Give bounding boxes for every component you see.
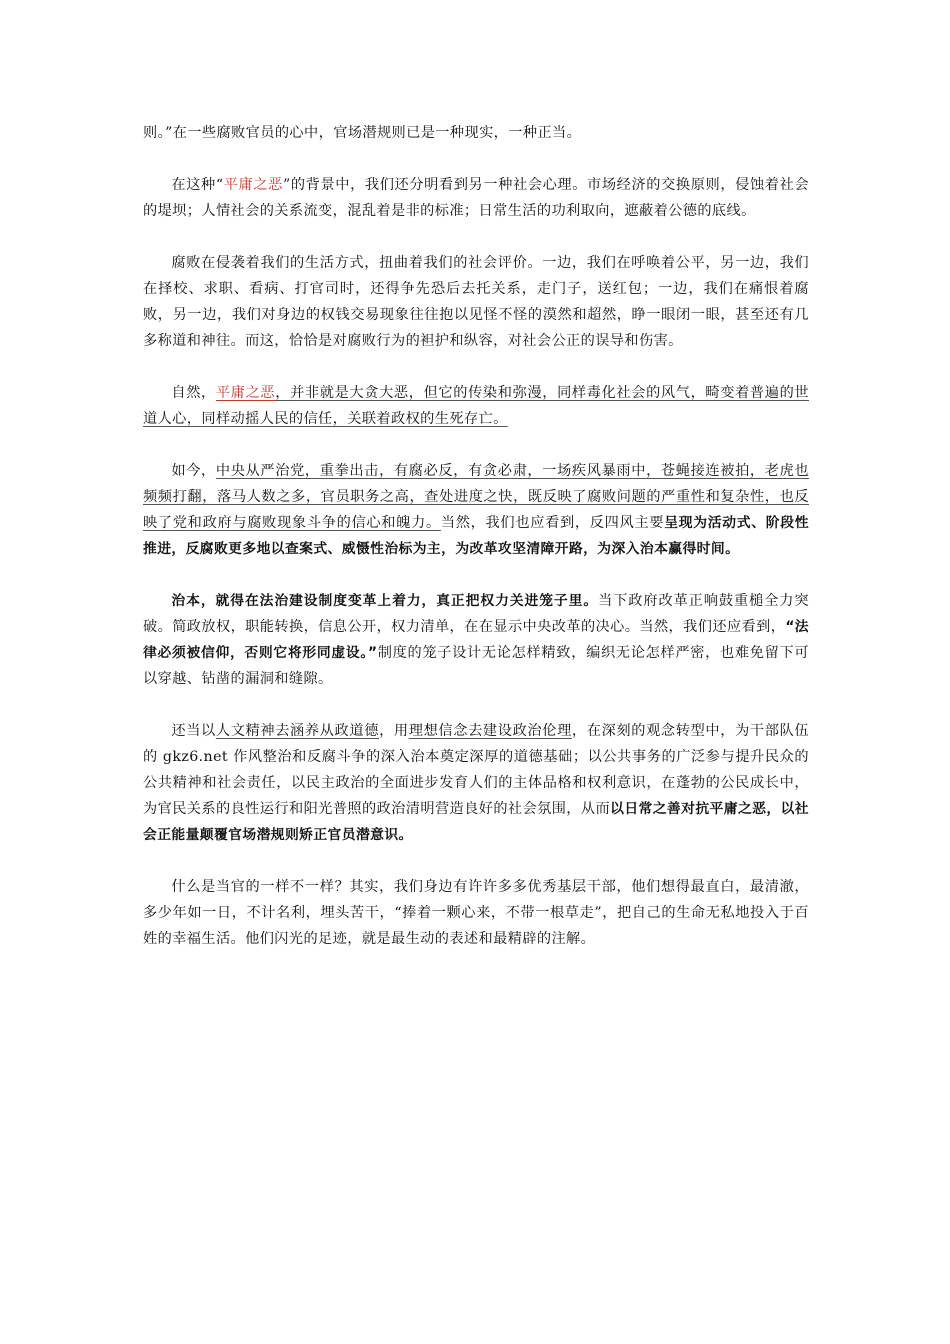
paragraph-7: [143, 718, 809, 848]
paragraph-8: [143, 874, 809, 952]
p6-text-b: 制度的笼子设计无论怎样精致，编织无论怎样严密，也难免留下可以穿越、钻凿的漏洞和缝隙。: [143, 645, 810, 687]
p5-bold-text: 呈现为活动式、阶段性推进，反腐败更多地以查案式、威慑性治标为主，为改革攻坚清障开路，为深入治本赢得时间。: [143, 515, 809, 557]
p8-text: 什么是当官的一样不一样？其实，我们身边有许许多多优秀基层干部，他们想得最直白，最清澈，多少年如一日，不计名利，埋头苦干，“捧着一颗心来，不带一根草走”，把自己的生命无私地投入于百姓的幸福生活。他们闪光的足迹，就是最生动的表述和最精辟的注解。: [143, 879, 809, 947]
p6-bold-quote: “法律必须被信仰，否则它将形同虚设。”: [143, 619, 809, 661]
p2-highlight-term: 平庸之恶: [223, 177, 283, 193]
paragraph-2: [143, 172, 809, 224]
document-body: [143, 120, 809, 978]
p7-underlined-b: 理想信念去建设政治伦理: [408, 723, 572, 739]
p1-text: 则。”在一些腐败官员的心中，官场潜规则已是一种现实，一种正当。: [143, 125, 582, 141]
p7-underlined-a: 人文精神去涵养从政道德: [215, 723, 380, 739]
paragraph-6: [143, 588, 809, 692]
paragraph-5: [143, 458, 809, 562]
paragraph-3: [143, 250, 809, 354]
paragraph-1: [143, 120, 809, 146]
paragraph-4: [143, 380, 809, 432]
p3-text: 腐败在侵袭着我们的生活方式，扭曲着我们的社会评价。一边，我们在呼唤着公平，另一边，我们在择校、求职、看病、打官司时，还得争先恐后去托关系，走门子，送红包；一边，我们在痛恨着腐败，另一边，我们对身边的权钱交易现象往往抱以见怪不怪的漠然和超然，睁一眼闭一眼，甚至还有几多称道和神往。而这，恰恰是对腐败行为的袒护和纵容，对社会公正的误导和伤害。: [143, 255, 809, 349]
p6-text-a: 当下政府改革正响鼓重槌全力突破。简政放权，职能转换，信息公开，权力清单，在在显示中央改革的决心。当然，我们还应看到，: [143, 593, 809, 635]
p4-underlined-text: ，并非就是大贪大恶，但它的传染和弥漫，同样毒化社会的风气，畸变着普遍的世道人心，同样动摇人民的信任，关联着政权的生死存亡。: [143, 385, 810, 427]
p6-bold-lead: 治本，就得在法治建设制度变革上着力，真正把权力关进笼子里。: [171, 593, 599, 609]
p5-text-a: 如今，: [171, 463, 216, 479]
p7-bold-text: 以日常之善对抗平庸之恶，以社会正能量颠覆官场潜规则矫正官员潜意识。: [143, 801, 809, 843]
p2-text-a: 在这种“: [171, 177, 224, 193]
p4-text-a: 自然，: [171, 385, 216, 401]
p7-text-c: ，在深刻的观念转型中，为干部队伍的 gkz6.net 作风整治和反腐斗争的深入治本奠定深厚的道德基础；以公共事务的广泛参与提升民众的公共精神和社会责任，以民主政治的全面进步发育人们的主体品格和权利意识，在蓬勃的公民成长中，为官民关系的良性运行和阳光普照的政治清明营造良好的社会氛围，从而: [143, 723, 809, 817]
p2-text-b: ”的背景中，我们还分明看到另一种社会心理。市场经济的交换原则，侵蚀着社会的堤坝；人情社会的关系流变，混乱着是非的标准；日常生活的功利取向，遮蔽着公德的底线。: [143, 177, 809, 219]
p4-highlight-term: 平庸之恶: [215, 385, 276, 401]
p5-text-b: 当然，我们也应看到，反四风主要: [440, 515, 665, 531]
p7-text-b: ，用: [379, 723, 409, 739]
p5-underlined-text: 中央从严治党，重拳出击，有腐必反，有贪必肃，一场疾风暴雨中，苍蝇接连被拍，老虎也频频打翻，落马人数之多，官员职务之高，查处进度之快，既反映了腐败问题的严重性和复杂性，也反映了党和政府与腐败现象斗争的信心和魄力。: [143, 463, 809, 531]
p7-text-a: 还当以: [171, 723, 216, 739]
